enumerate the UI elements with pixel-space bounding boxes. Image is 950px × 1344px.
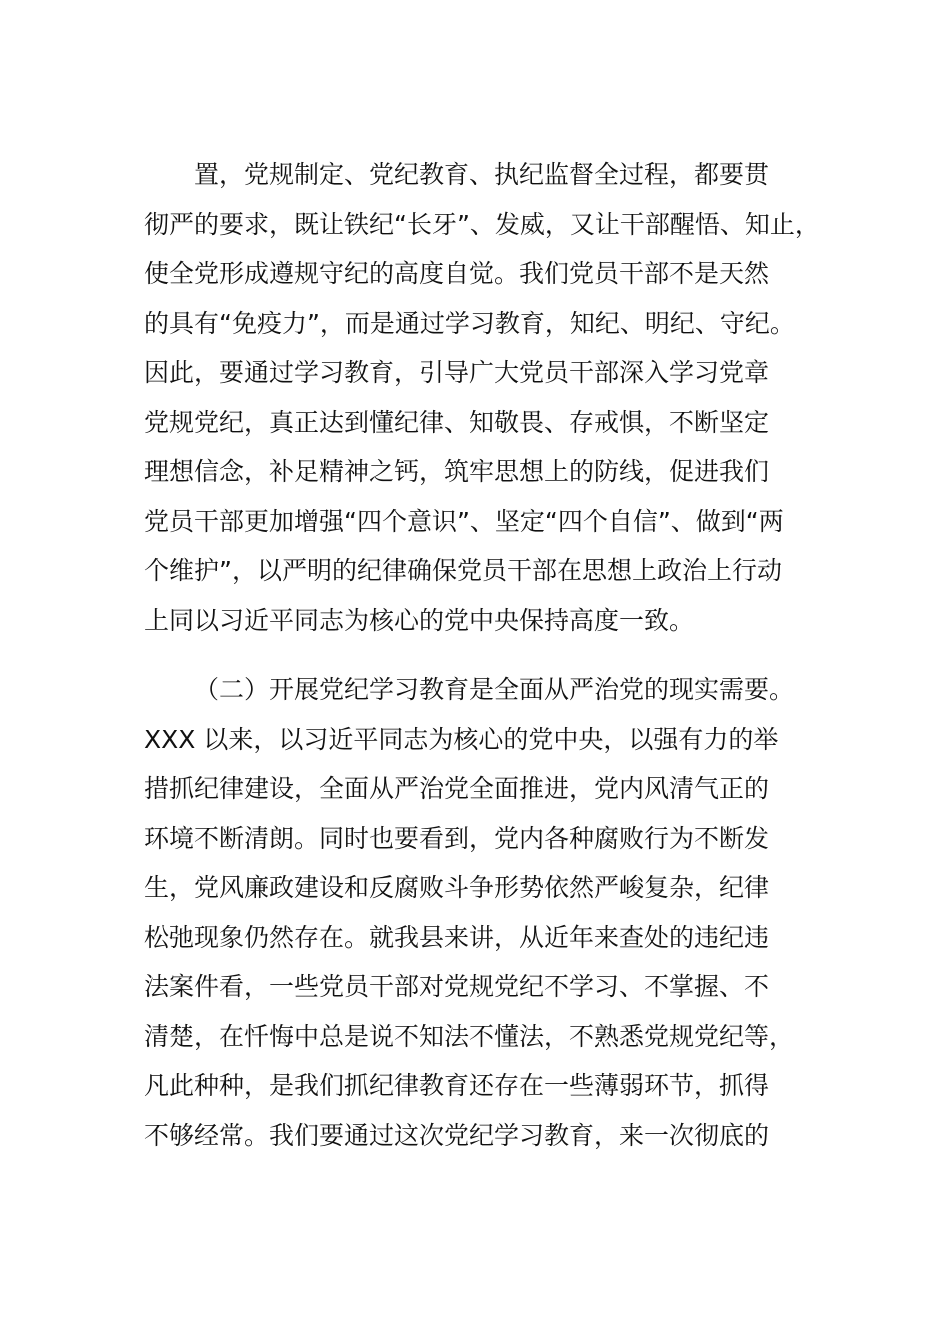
text-line: 党员干部更加增强“四个意识”、坚定“四个自信”、做到“两 bbox=[144, 506, 784, 536]
text-line: 清楚，在忏悔中总是说不知法不懂法，不熟悉党规党纪等， bbox=[144, 1021, 795, 1051]
text-line: 党规党纪，真正达到懂纪律、知敬畏、存戒惧，不断坚定 bbox=[144, 407, 770, 437]
text-line: 使全党形成遵规守纪的高度自觉。我们党员干部不是天然 bbox=[144, 259, 770, 288]
text-line: 松弛现象仍然存在。就我县来讲，从近年来查处的违纪违 bbox=[144, 922, 770, 952]
text-line: 置，党规制定、党纪教育、执纪监督全过程，都要贯 bbox=[194, 160, 770, 189]
text-line: 环境不断清朗。同时也要看到，党内各种腐败行为不断发 bbox=[144, 823, 770, 853]
text-line: 凡此种种，是我们抓纪律教育还存在一些薄弱环节，抓得 bbox=[144, 1071, 770, 1100]
text-line: 因此，要通过学习教育，引导广大党员干部深入学习党章 bbox=[144, 358, 770, 387]
text-line: 彻严的要求，既让铁纪“长牙”、发威，又让干部醒悟、知止， bbox=[144, 209, 820, 239]
text-line: XXX 以来，以习近平同志为核心的党中央，以强有力的举 bbox=[144, 724, 779, 754]
text-line: 的具有“免疫力”，而是通过学习教育，知纪、明纪、守纪。 bbox=[144, 308, 795, 338]
text-line: 理想信念，补足精神之钙，筑牢思想上的防线，促进我们 bbox=[144, 457, 770, 486]
paragraph-2 bbox=[144, 665, 844, 1160]
section-heading-line: （二）开展党纪学习教育是全面从严治党的现实需要。 bbox=[194, 675, 795, 704]
text-line: 个维护”，以严明的纪律确保党员干部在思想上政治上行动 bbox=[144, 556, 782, 585]
text-line: 措抓纪律建设，全面从严治党全面推进，党内风清气正的 bbox=[144, 774, 770, 803]
text-line: 上同以习近平同志为核心的党中央保持高度一致。 bbox=[144, 605, 695, 635]
text-line: 不够经常。我们要通过这次党纪学习教育，来一次彻底的 bbox=[144, 1120, 770, 1150]
paragraph-1 bbox=[144, 150, 844, 645]
text-line: 法案件看，一些党员干部对党规党纪不学习、不掌握、不 bbox=[144, 972, 770, 1001]
text-line: 生，党风廉政建设和反腐败斗争形势依然严峻复杂，纪律 bbox=[144, 873, 770, 902]
